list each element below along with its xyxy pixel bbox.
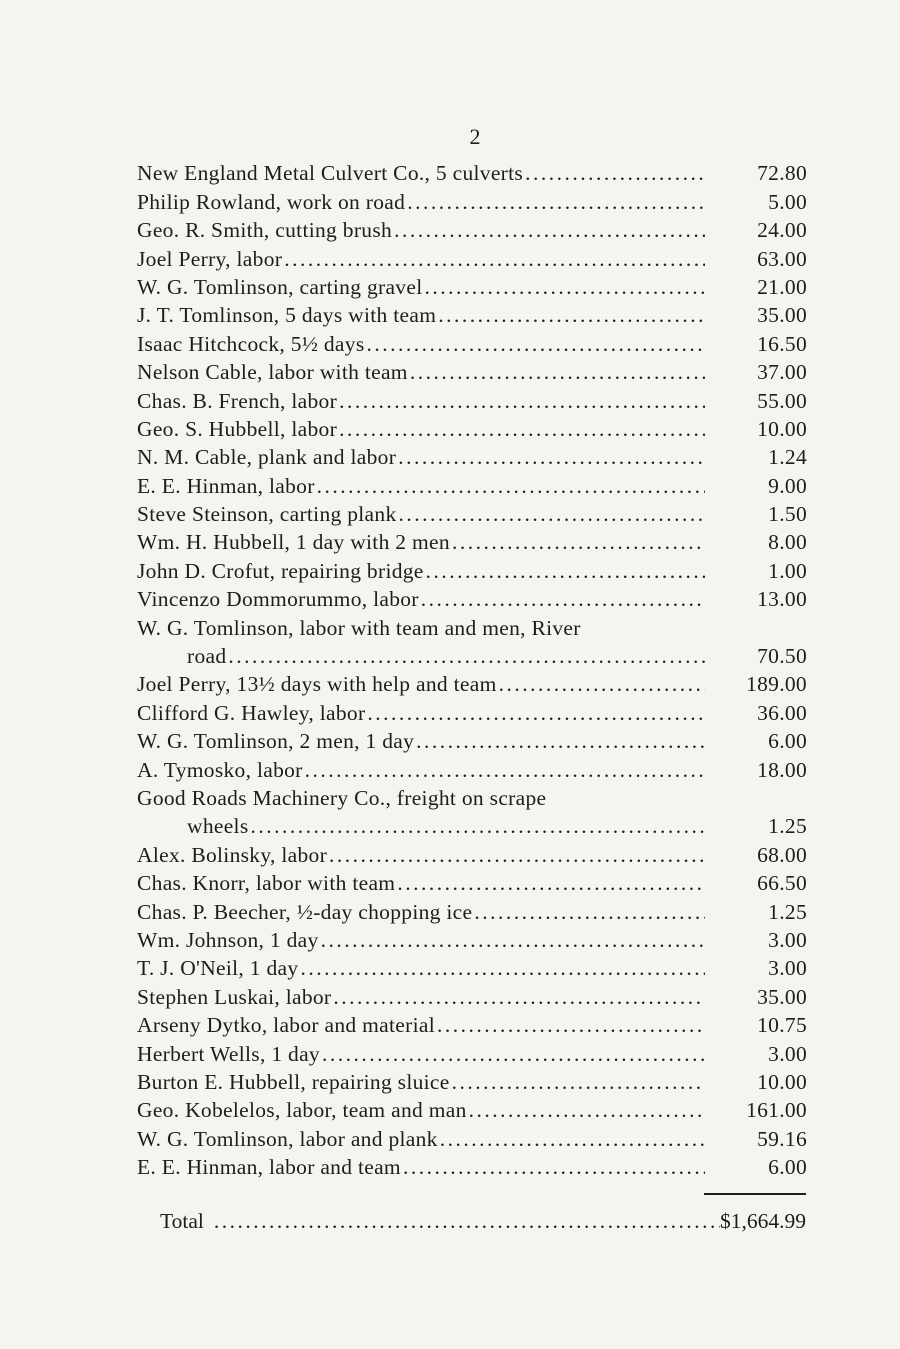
entry-description-text: Wm. Johnson, 1 day <box>137 927 319 952</box>
entry-description-line1: Good Roads Machinery Co., freight on scrape <box>137 785 547 810</box>
entry-description <box>137 1013 705 1038</box>
leader-dots <box>284 247 705 272</box>
entry-amount: 37.00 <box>757 360 807 385</box>
entry-description-line2: wheels <box>187 814 249 839</box>
ledger-row <box>137 1010 807 1038</box>
total-amount: $1,664.99 <box>720 1209 806 1233</box>
entry-amount: 59.16 <box>757 1126 807 1151</box>
ledger-row <box>137 669 807 697</box>
leader-dots <box>339 417 705 442</box>
ledger-row <box>137 896 807 924</box>
entry-description-text: Isaac Hitchcock, 5½ days <box>137 331 365 356</box>
entry-amount: 70.50 <box>757 644 807 669</box>
ledger-row <box>137 272 807 300</box>
entry-amount: 10.00 <box>757 1069 807 1094</box>
entry-description-text: W. G. Tomlinson, carting gravel <box>137 274 423 299</box>
ledger-row <box>137 1038 807 1066</box>
leader-dots <box>305 758 705 783</box>
entry-description-text: A. Tymosko, labor <box>137 757 303 782</box>
entry-description <box>137 843 705 868</box>
ledger-row <box>137 1095 807 1123</box>
entry-amount: 35.00 <box>757 984 807 1009</box>
entry-description-text: Wm. H. Hubbell, 1 day with 2 men <box>137 530 450 555</box>
leader-dots <box>437 1013 705 1038</box>
entry-description <box>137 672 705 697</box>
entry-description-text: Geo. R. Smith, cutting brush <box>137 218 393 243</box>
entry-description <box>137 758 705 783</box>
leader-dots <box>474 900 705 925</box>
ledger-row <box>137 754 807 782</box>
ledger-row <box>137 414 807 442</box>
entry-amount: 35.00 <box>757 303 807 328</box>
entry-description-text: Burton E. Hubbell, repairing sluice <box>137 1069 450 1094</box>
entry-description <box>137 1155 705 1180</box>
entry-description-text: Herbert Wells, 1 day <box>137 1041 320 1066</box>
ledger-row <box>137 1067 807 1095</box>
entry-description <box>137 1127 705 1152</box>
entry-description <box>137 474 705 499</box>
ledger-row <box>137 868 807 896</box>
entry-description-text: John D. Crofut, repairing bridge <box>137 558 424 583</box>
entry-description <box>137 729 705 754</box>
entry-description <box>137 985 705 1010</box>
entry-description-text: Nelson Cable, labor with team <box>137 360 408 385</box>
entry-amount: 10.75 <box>757 1013 807 1038</box>
entry-amount: 36.00 <box>757 700 807 725</box>
total-label: Total <box>160 1209 204 1233</box>
entry-amount: 16.50 <box>757 331 807 356</box>
entry-description-text: Chas. P. Beecher, ½-day chopping ice <box>137 899 473 924</box>
ledger-row <box>137 584 807 612</box>
entry-amount: 21.00 <box>757 274 807 299</box>
entry-amount: 6.00 <box>768 1155 807 1180</box>
ledger-row <box>137 186 807 214</box>
leader-dots <box>397 871 705 896</box>
entry-description <box>137 332 705 357</box>
ledger-row <box>137 158 807 186</box>
leader-dots <box>329 843 705 868</box>
leader-dots <box>228 644 705 669</box>
ledger-row <box>137 981 807 1009</box>
entry-description <box>137 956 705 981</box>
total-rule <box>704 1193 806 1195</box>
entry-description-text: E. E. Hinman, labor <box>137 473 315 498</box>
entry-description <box>137 417 705 442</box>
entry-description-text: Chas. B. French, labor <box>137 388 338 413</box>
total-row <box>160 1204 806 1234</box>
ledger-row <box>137 300 807 328</box>
entry-description <box>137 587 705 612</box>
entry-amount: 189.00 <box>746 672 807 697</box>
ledger-row <box>137 1123 807 1151</box>
entry-description <box>137 701 705 726</box>
entry-description <box>137 900 705 925</box>
entry-description-text: Philip Rowland, work on road <box>137 189 406 214</box>
leader-dots <box>424 275 705 300</box>
entry-amount: 1.00 <box>768 558 807 583</box>
entry-description <box>137 360 705 385</box>
entry-amount: 3.00 <box>768 927 807 952</box>
leader-dots <box>367 701 705 726</box>
entry-description-text: N. M. Cable, plank and labor <box>137 445 397 470</box>
entry-description-line1: W. G. Tomlinson, labor with team and men, River <box>137 615 581 640</box>
ledger-row <box>137 470 807 498</box>
entry-description <box>137 502 705 527</box>
entry-description-text: Alex. Bolinsky, labor <box>137 842 328 867</box>
leader-dots <box>452 1070 705 1095</box>
entry-amount: 161.00 <box>746 1098 807 1123</box>
leader-dots <box>321 928 705 953</box>
entry-description <box>137 612 705 669</box>
entry-description <box>137 783 705 840</box>
ledger-row <box>137 953 807 981</box>
ledger-row <box>137 357 807 385</box>
entry-amount: 1.25 <box>768 814 807 839</box>
leader-dots <box>339 389 705 414</box>
entry-description-text: J. T. Tomlinson, 5 days with team <box>137 303 437 328</box>
leader-dots <box>426 559 705 584</box>
ledger-row <box>137 442 807 470</box>
ledger-row <box>137 726 807 754</box>
leader-dots <box>333 985 705 1010</box>
entry-description <box>137 190 705 215</box>
ledger-row <box>137 499 807 527</box>
ledger-row <box>137 697 807 725</box>
entry-description <box>137 275 705 300</box>
entry-amount: 1.24 <box>768 445 807 470</box>
entry-description <box>137 1042 705 1067</box>
entry-description-text: W. G. Tomlinson, 2 men, 1 day <box>137 729 415 754</box>
leader-dots <box>403 1155 705 1180</box>
entry-description-text: Chas. Knorr, labor with team <box>137 871 396 896</box>
entry-amount: 68.00 <box>757 842 807 867</box>
entry-amount: 1.25 <box>768 899 807 924</box>
entry-amount: 3.00 <box>768 1041 807 1066</box>
entry-description-text: Vincenzo Dommorummo, labor <box>137 587 419 612</box>
entry-description <box>137 218 705 243</box>
entry-description <box>137 530 705 555</box>
entry-amount: 3.00 <box>768 956 807 981</box>
leader-dots <box>438 303 705 328</box>
ledger-row <box>137 612 807 669</box>
entry-amount: 63.00 <box>757 246 807 271</box>
entry-description-text: Geo. Kobelelos, labor, team and man <box>137 1098 467 1123</box>
leader-dots <box>367 332 706 357</box>
entry-description-text: Joel Perry, 13½ days with help and team <box>137 672 497 697</box>
leader-dots <box>421 587 705 612</box>
entry-amount: 24.00 <box>757 218 807 243</box>
entry-amount: 9.00 <box>768 473 807 498</box>
leader-dots <box>322 1042 705 1067</box>
entry-description <box>137 445 705 470</box>
page-number: 2 <box>469 124 481 149</box>
entry-description <box>137 247 705 272</box>
ledger-row <box>137 925 807 953</box>
entry-description <box>137 559 705 584</box>
leader-dots <box>317 474 705 499</box>
total-leader-dots <box>214 1209 720 1234</box>
entry-amount: 13.00 <box>757 587 807 612</box>
ledger-row <box>137 215 807 243</box>
leader-dots <box>394 218 705 243</box>
entry-description-text: T. J. O'Neil, 1 day <box>137 956 299 981</box>
entry-description <box>137 928 705 953</box>
entry-description <box>137 1098 705 1123</box>
entry-description-line2: road <box>187 644 227 669</box>
leader-dots <box>251 814 705 839</box>
entry-amount: 18.00 <box>757 757 807 782</box>
entry-amount: 10.00 <box>757 416 807 441</box>
ledger-row <box>137 1152 807 1180</box>
leader-dots <box>525 161 705 186</box>
entry-amount: 72.80 <box>757 161 807 186</box>
entry-amount: 55.00 <box>757 388 807 413</box>
leader-dots <box>499 672 705 697</box>
ledger-row <box>137 839 807 867</box>
leader-dots <box>300 956 705 981</box>
leader-dots <box>399 502 706 527</box>
entry-description <box>137 1070 705 1095</box>
entry-description-text: Stephen Luskai, labor <box>137 984 332 1009</box>
leader-dots <box>452 530 705 555</box>
entry-description <box>137 303 705 328</box>
ledger-row <box>137 783 807 840</box>
entry-description <box>137 161 705 186</box>
leader-dots <box>407 190 705 215</box>
entry-description <box>137 389 705 414</box>
entry-amount: 1.50 <box>768 502 807 527</box>
leader-dots <box>410 360 705 385</box>
entry-description-text: Clifford G. Hawley, labor <box>137 700 366 725</box>
entry-description-text: Joel Perry, labor <box>137 246 283 271</box>
ledger-row <box>137 243 807 271</box>
leader-dots <box>440 1127 705 1152</box>
entry-description-text: Arseny Dytko, labor and material <box>137 1013 435 1038</box>
entry-amount: 66.50 <box>757 871 807 896</box>
entry-description-text: W. G. Tomlinson, labor and plank <box>137 1126 438 1151</box>
entry-description <box>137 871 705 896</box>
entry-amount: 8.00 <box>768 530 807 555</box>
leader-dots <box>469 1098 705 1123</box>
entry-description-text: Geo. S. Hubbell, labor <box>137 416 338 441</box>
ledger-row <box>137 527 807 555</box>
entry-description-text: New England Metal Culvert Co., 5 culverts <box>137 161 524 186</box>
ledger-row <box>137 385 807 413</box>
entry-amount: 5.00 <box>768 189 807 214</box>
entry-description-text: E. E. Hinman, labor and team <box>137 1155 401 1180</box>
ledger-row <box>137 555 807 583</box>
ledger-entries <box>137 158 807 1180</box>
leader-dots <box>398 445 705 470</box>
ledger-row <box>137 328 807 356</box>
entry-description-text: Steve Steinson, carting plank <box>137 502 397 527</box>
entry-amount: 6.00 <box>768 729 807 754</box>
leader-dots <box>416 729 705 754</box>
